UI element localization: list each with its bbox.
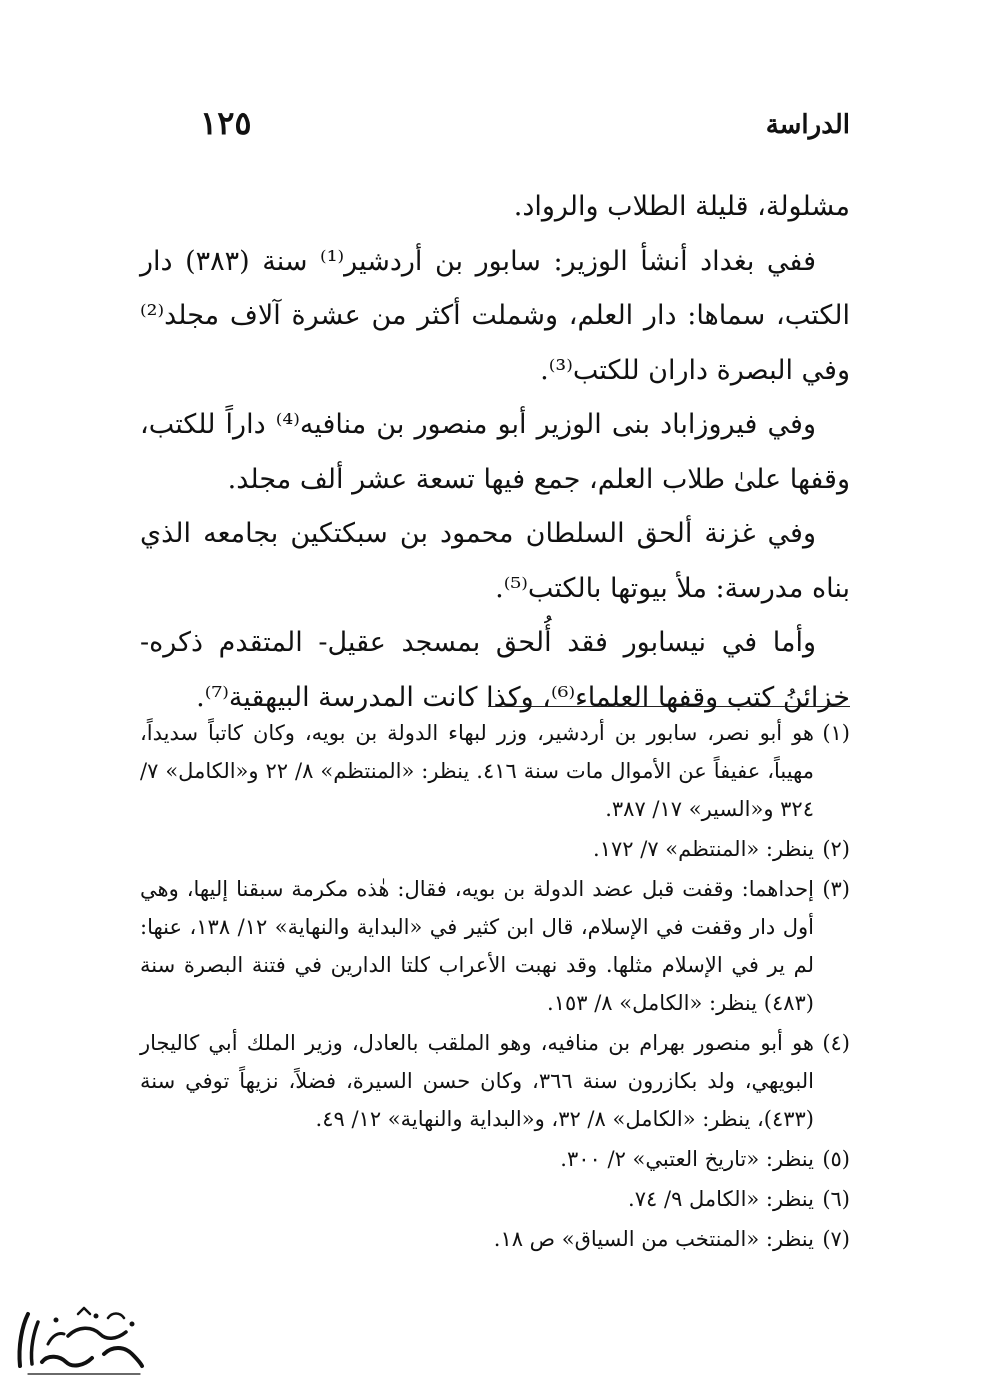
footnote xyxy=(140,1180,850,1218)
footnote-number: (٦) xyxy=(822,1187,850,1211)
footnote xyxy=(140,714,850,828)
footnote xyxy=(140,1220,850,1258)
footnote-number: (٣) xyxy=(822,877,850,901)
footnote-text: ينظر: «الكامل ٩/ ٧٤. xyxy=(628,1187,814,1211)
paragraph: وأما في نيسابور فقد أُلحق بمسجد عقيل- المتقدم ذكره- خزائنُ كتب وقفها العلماء⁽⁶⁾، وكذا كانت المدرسة البيهقية⁽⁷⁾. xyxy=(140,627,850,713)
footnote-text: هو أبو نصر، سابور بن أردشير، وزر لبهاء الدولة بن بويه، وكان كاتباً سديداً، مهيباً، عفيفاً عن الأموال مات سنة ٤١٦. ينظر: «المنتظم» ٨/ ٢٢ و«الكامل» ٧/ ٣٢٤ و«السير» ١٧/ ٣٨٧. xyxy=(140,721,814,821)
footnote xyxy=(140,1140,850,1178)
main-text xyxy=(140,180,850,725)
paragraph: ففي بغداد أنشأ الوزير: سابور بن أردشير⁽¹⁾ سنة (٣٨٣) دار الكتب، سماها: دار العلم، وشملت أكثر من عشرة آلاف مجلد⁽²⁾ وفي البصرة داران للكتب⁽³⁾. xyxy=(140,245,850,386)
paragraph: وفي فيروزاباد بنى الوزير أبو منصور بن منافيه⁽⁴⁾ داراً للكتب، وقفها علىٰ طلاب العلم، جمع فيها تسعة عشر ألف مجلد. xyxy=(140,409,850,495)
footnote-number: (٧) xyxy=(822,1227,850,1251)
paragraph: وفي غزنة ألحق السلطان محمود بن سبكتكين بجامعه الذي بناه مدرسة: ملأ بيوتها بالكتب⁽⁵⁾. xyxy=(140,518,850,604)
footnote-number: (٤) xyxy=(822,1031,850,1055)
footnote-separator xyxy=(488,706,850,707)
calligraphy-logo-icon xyxy=(8,1296,148,1382)
calligraphy-stamp-logo xyxy=(8,1296,148,1382)
page-number: ١٢٥ xyxy=(200,104,252,142)
footnote xyxy=(140,830,850,868)
footnote-text: هو أبو منصور بهرام بن منافيه، وهو الملقب بالعادل، وزير الملك أبي كاليجار البويهي، ولد بكازرون سنة ٣٦٦، وكان حسن السيرة، فضلاً، نزيهاً توفي سنة (٤٣٣)، ينظر: «الكامل» ٨/ ٣٢، و«البداية والنهاية» ١٢/ ٤٩. xyxy=(140,1031,814,1131)
footnote-number: (٥) xyxy=(822,1147,850,1171)
footnote-text: ينظر: «المنتظم» ٧/ ١٧٢. xyxy=(593,837,814,861)
footnote-text: ينظر: «المنتخب من السياق» ص ١٨. xyxy=(493,1227,814,1251)
footnote-number: (١) xyxy=(822,721,850,745)
running-title: الدراسة xyxy=(765,110,850,140)
paragraph: مشلولة، قليلة الطلاب والرواد. xyxy=(513,191,850,222)
footnote-text: ينظر: «تاريخ العتبي» ٢/ ٣٠٠. xyxy=(560,1147,814,1171)
footnotes xyxy=(140,714,850,1260)
footnote xyxy=(140,1024,850,1138)
page-header xyxy=(140,104,850,154)
footnote-text: إحداهما: وقفت قبل عضد الدولة بن بويه، فقال: هٰذه مكرمة سبقنا إليها، وهي أول دار وقفت في الإسلام، قال ابن كثير في «البداية والنهاية» ١٢/ ١٣٨، عنها: لم ير في الإسلام مثلها. وقد نهبت الأعراب كلتا الدارين في فتنة البصرة سنة (٤٨٣) ينظر: «الكامل» ٨/ ١٥٣. xyxy=(140,877,814,1015)
footnote-number: (٢) xyxy=(822,837,850,861)
footnote xyxy=(140,870,850,1022)
